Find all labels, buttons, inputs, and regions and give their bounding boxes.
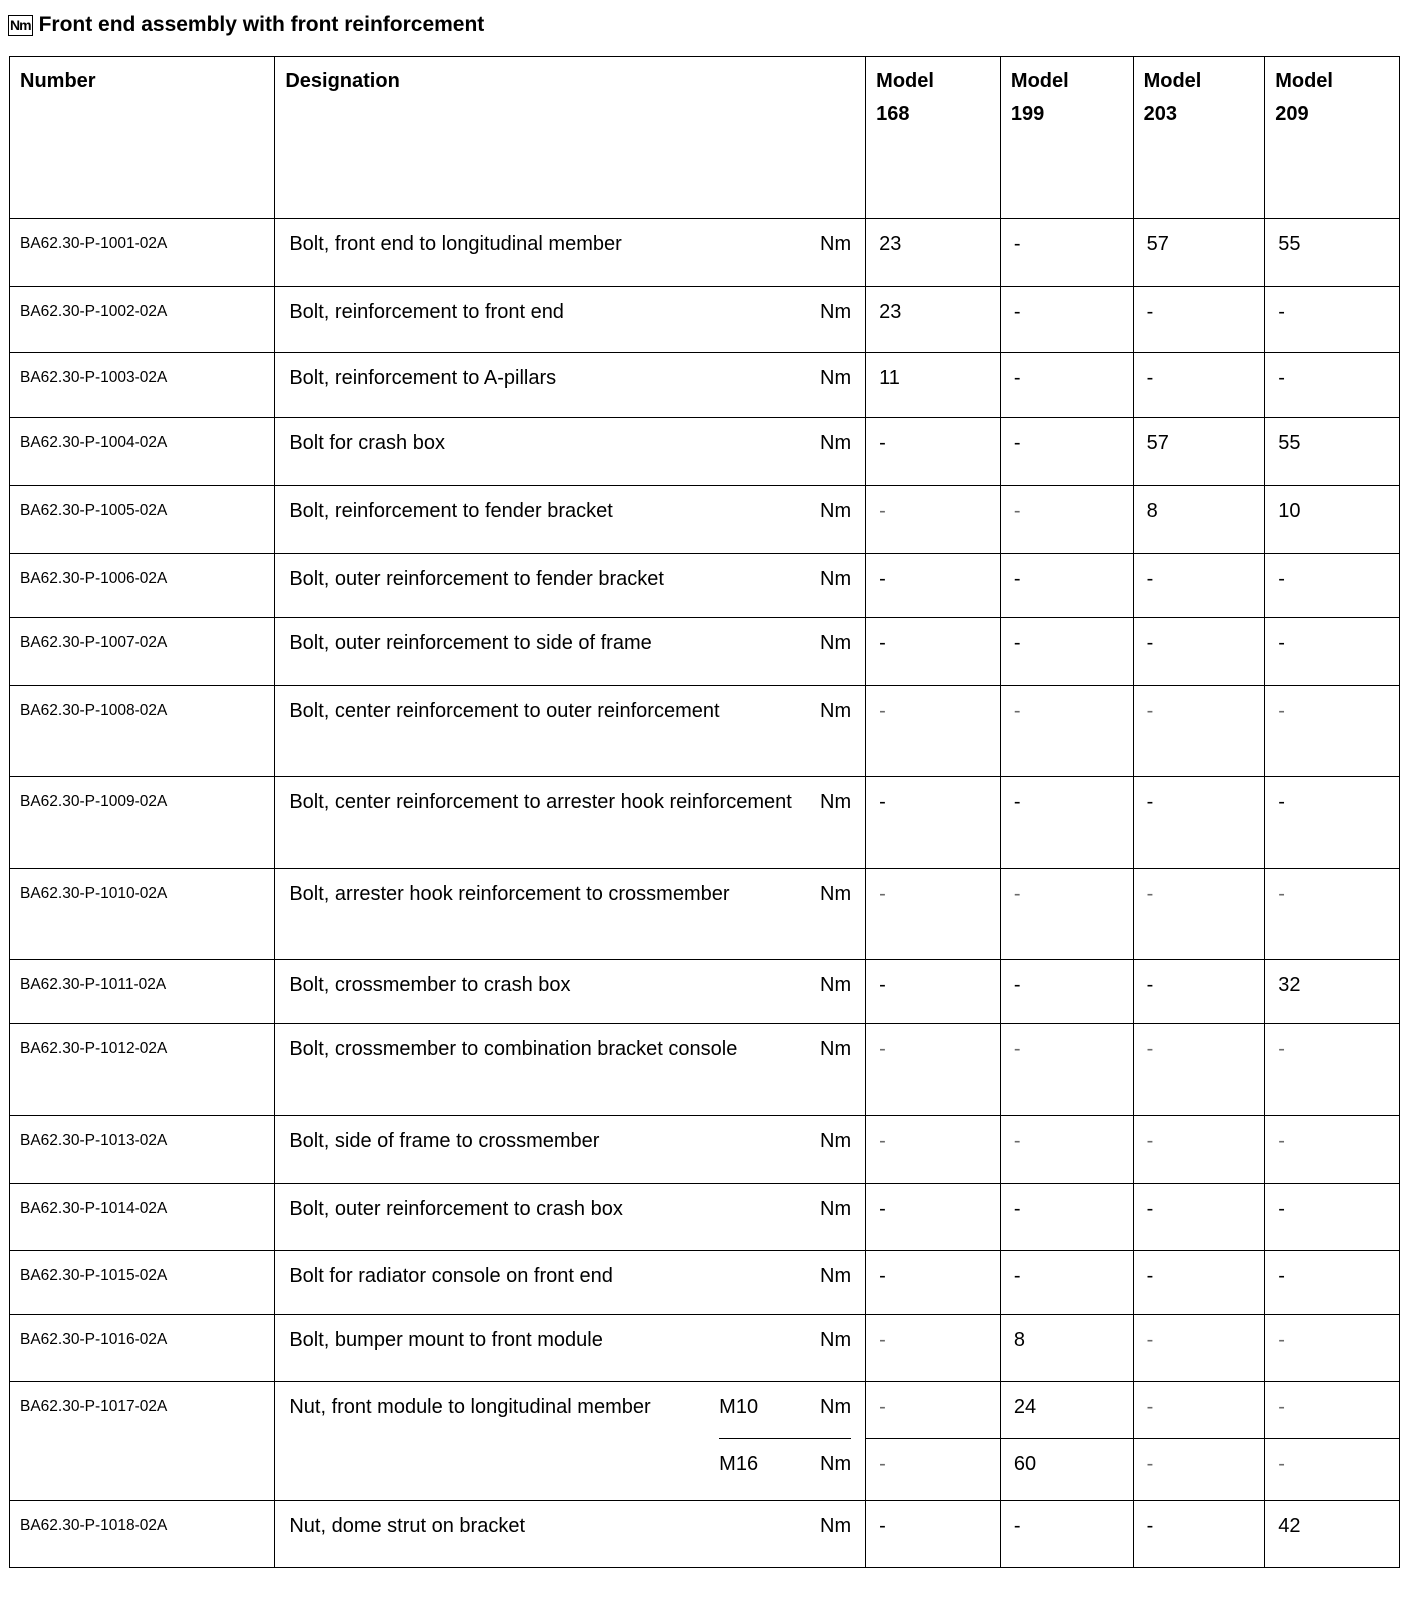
designation-text: Bolt, bumper mount to front module [289, 1329, 603, 1351]
number-text: BA62.30-P-1013-02A [20, 1132, 168, 1149]
model-value: - [879, 700, 886, 722]
cell-model-value [1265, 960, 1400, 1024]
cell-model-value [1133, 1251, 1265, 1315]
cell-model-value [866, 554, 1001, 618]
designation-text: Bolt, crossmember to crash box [289, 974, 571, 996]
cell-model-value [1133, 1501, 1265, 1568]
cell-designation [275, 1184, 866, 1251]
cell-designation [275, 486, 866, 554]
cell-number [10, 1382, 275, 1501]
cell-model-value [866, 1251, 1001, 1315]
number-text: BA62.30-P-1002-02A [20, 303, 168, 320]
model-value: - [879, 1329, 886, 1351]
designation-text: Bolt, reinforcement to fender bracket [289, 500, 613, 522]
number-text: BA62.30-P-1012-02A [20, 1040, 168, 1057]
table-row [10, 618, 1400, 686]
unit-label: Nm [820, 432, 852, 454]
designation-text: Bolt, arrester hook reinforcement to crossmember [289, 883, 730, 905]
number-text: BA62.30-P-1007-02A [20, 634, 168, 651]
section-title [8, 12, 484, 38]
table-row [10, 418, 1400, 486]
torque-nm-icon: Nm [8, 15, 33, 36]
header-designation: Designation [275, 57, 866, 219]
unit-label: Nm [820, 974, 852, 996]
cell-model-value [1265, 554, 1400, 618]
model-value: - [879, 791, 886, 813]
model-value: - [879, 883, 886, 905]
number-text: BA62.30-P-1009-02A [20, 793, 168, 810]
number-text: BA62.30-P-1001-02A [20, 235, 168, 252]
cell-model-value [1000, 1315, 1133, 1382]
unit-label: Nm [820, 500, 852, 522]
cell-number [10, 353, 275, 418]
model-value: 8 [1146, 500, 1158, 522]
cell-model-value [1000, 287, 1133, 353]
cell-model-value [1000, 554, 1133, 618]
cell-number [10, 1024, 275, 1116]
cell-number [10, 960, 275, 1024]
model-value: - [1146, 883, 1154, 905]
model-value: 8 [1013, 1329, 1026, 1351]
cell-designation [275, 1116, 866, 1184]
cell-number [10, 554, 275, 618]
model-value: - [879, 974, 886, 996]
cell-model-value [1000, 1382, 1133, 1501]
model-value: - [1278, 1329, 1285, 1351]
designation-text: Nut, dome strut on bracket [289, 1515, 526, 1537]
model-value: - [1146, 1198, 1154, 1220]
model-value: - [879, 1265, 886, 1287]
cell-model-value [1000, 869, 1133, 960]
model-value: - [1146, 974, 1154, 996]
cell-designation [275, 353, 866, 418]
cell-model-value [1265, 1024, 1400, 1116]
model-value: - [1278, 700, 1285, 722]
cell-designation [275, 219, 866, 287]
cell-model-value [1265, 1251, 1400, 1315]
cell-number [10, 869, 275, 960]
model-value: - [1013, 432, 1021, 454]
cell-model-value [866, 418, 1001, 486]
model-value: 23 [879, 233, 902, 255]
cell-designation [275, 686, 866, 777]
model-value: - [1278, 568, 1285, 590]
table-header-row [10, 57, 1400, 219]
model-value: - [879, 1130, 886, 1152]
table-row [10, 1116, 1400, 1184]
table-row [10, 960, 1400, 1024]
cell-model-value [1000, 777, 1133, 869]
cell-model-value [1133, 960, 1265, 1024]
cell-model-value [1000, 353, 1133, 418]
number-text: BA62.30-P-1005-02A [20, 502, 168, 519]
designation-text: Bolt for radiator console on front end [289, 1265, 613, 1287]
model-value: - [879, 1038, 886, 1060]
designation-text: Bolt, outer reinforcement to crash box [289, 1198, 623, 1220]
model-value: - [1278, 1265, 1285, 1287]
cell-model-value [1133, 686, 1265, 777]
number-text: BA62.30-P-1017-02A [20, 1398, 168, 1415]
model-value: - [1013, 632, 1021, 654]
model-value: - [1278, 1038, 1285, 1060]
table-row [10, 353, 1400, 418]
cell-model-value [866, 219, 1001, 287]
designation-text: Nut, front module to longitudinal member [289, 1396, 651, 1418]
model-value: - [1013, 883, 1021, 905]
model-value: - [1278, 791, 1285, 813]
cell-model-value [866, 1315, 1001, 1382]
model-value: - [879, 432, 886, 454]
table-row [10, 1251, 1400, 1315]
model-value: 55 [1278, 233, 1301, 255]
cell-model-value [1000, 1501, 1133, 1568]
designation-text: Bolt for crash box [289, 432, 445, 454]
cell-model-value [1265, 486, 1400, 554]
number-text: BA62.30-P-1006-02A [20, 570, 168, 587]
table-row [10, 777, 1400, 869]
cell-model-value [1265, 353, 1400, 418]
cell-model-value [866, 287, 1001, 353]
cell-model-value [1133, 1116, 1265, 1184]
unit-label: Nm [820, 1265, 852, 1287]
model-value: - [879, 1396, 886, 1418]
cell-model-value [1000, 1251, 1133, 1315]
cell-model-value [1265, 1382, 1400, 1501]
cell-designation [275, 418, 866, 486]
model-value: 57 [1146, 233, 1169, 255]
unit-label: Nm [820, 301, 852, 323]
cell-designation [275, 1024, 866, 1116]
designation-text: Bolt, center reinforcement to outer reinforcement [289, 700, 720, 722]
cell-model-value [1265, 219, 1400, 287]
table-row [10, 554, 1400, 618]
table-row [10, 486, 1400, 554]
model-value: - [1146, 632, 1154, 654]
cell-number [10, 287, 275, 353]
model-value: 60 [1001, 1438, 1133, 1494]
unit-label: Nm [820, 568, 852, 590]
model-value: - [1278, 632, 1285, 654]
cell-number [10, 1315, 275, 1382]
cell-designation [275, 1501, 866, 1568]
number-text: BA62.30-P-1011-02A [20, 976, 167, 993]
designation-text: Bolt, reinforcement to front end [289, 301, 564, 323]
designation-text: Bolt, crossmember to combination bracket console [289, 1038, 738, 1060]
designation-text: Bolt, front end to longitudinal member [289, 233, 622, 255]
cell-number [10, 618, 275, 686]
cell-model-value [1000, 418, 1133, 486]
cell-model-value [1000, 1024, 1133, 1116]
model-value: 23 [879, 301, 902, 323]
model-value: - [1146, 791, 1154, 813]
cell-model-value [1133, 554, 1265, 618]
cell-model-value [1133, 869, 1265, 960]
model-value: 10 [1278, 500, 1301, 522]
model-value: - [1013, 233, 1021, 255]
unit-label: Nm [820, 632, 852, 654]
unit-label: Nm [820, 1515, 852, 1537]
model-value: - [1146, 1038, 1154, 1060]
cell-model-value [1265, 1184, 1400, 1251]
model-value: - [1013, 301, 1021, 323]
size-variant [719, 1438, 851, 1494]
cell-model-value [1133, 219, 1265, 287]
model-value: - [1146, 1515, 1154, 1537]
model-value: - [1146, 700, 1154, 722]
cell-model-value [1000, 219, 1133, 287]
unit-label: Nm [820, 791, 852, 813]
model-value: - [1278, 883, 1285, 905]
cell-designation [275, 1251, 866, 1315]
model-value: - [1013, 791, 1021, 813]
model-value: - [1013, 1038, 1021, 1060]
cell-model-value [866, 618, 1001, 686]
cell-designation [275, 618, 866, 686]
cell-model-value [1000, 618, 1133, 686]
cell-model-value [866, 1024, 1001, 1116]
table-row [10, 287, 1400, 353]
cell-model-value [1265, 1315, 1400, 1382]
cell-model-value [1000, 1116, 1133, 1184]
cell-model-value [1265, 869, 1400, 960]
cell-model-value [1000, 1184, 1133, 1251]
size-label: M10 [719, 1396, 759, 1418]
model-value: - [1146, 568, 1154, 590]
designation-text: Bolt, outer reinforcement to side of frame [289, 632, 652, 654]
unit-label: Nm [820, 367, 852, 389]
cell-model-value [1133, 1024, 1265, 1116]
designation-text: Bolt, outer reinforcement to fender bracket [289, 568, 664, 590]
cell-model-value [1133, 618, 1265, 686]
header-model-199: Model 199 [1000, 57, 1133, 219]
model-value: - [1146, 301, 1154, 323]
cell-model-value [1265, 1116, 1400, 1184]
model-value: - [879, 1198, 886, 1220]
cell-model-value [866, 960, 1001, 1024]
cell-model-value [1133, 1184, 1265, 1251]
unit-label: Nm [820, 1453, 852, 1475]
number-text: BA62.30-P-1018-02A [20, 1517, 168, 1534]
designation-text: Bolt, reinforcement to A-pillars [289, 367, 557, 389]
model-value: - [1013, 1198, 1021, 1220]
cell-number [10, 219, 275, 287]
cell-model-value [1265, 777, 1400, 869]
cell-number [10, 1501, 275, 1568]
cell-model-value [866, 1501, 1001, 1568]
size-label: M16 [719, 1453, 759, 1475]
model-value: - [1278, 301, 1285, 323]
cell-designation [275, 554, 866, 618]
cell-designation [275, 869, 866, 960]
model-value: - [1146, 1130, 1154, 1152]
section-title-text: Front end assembly with front reinforcement [38, 13, 485, 36]
cell-model-value [866, 1184, 1001, 1251]
unit-label: Nm [820, 700, 852, 722]
table-row [10, 1382, 1400, 1501]
cell-model-value [1133, 1382, 1265, 1501]
model-value: 55 [1278, 432, 1301, 454]
cell-model-value [1265, 686, 1400, 777]
unit-label: Nm [820, 1038, 852, 1060]
cell-model-value [866, 1116, 1001, 1184]
cell-number [10, 1251, 275, 1315]
cell-designation [275, 287, 866, 353]
model-value: - [1013, 974, 1021, 996]
model-value: - [1013, 367, 1021, 389]
header-model-203: Model 203 [1133, 57, 1265, 219]
cell-model-value [1000, 960, 1133, 1024]
table-row [10, 1024, 1400, 1116]
model-value: - [1146, 367, 1154, 389]
model-value: - [1013, 500, 1021, 522]
cell-model-value [1265, 287, 1400, 353]
unit-label: Nm [820, 1396, 852, 1418]
unit-label: Nm [820, 1130, 852, 1152]
torque-table [9, 56, 1400, 1568]
number-text: BA62.30-P-1004-02A [20, 434, 168, 451]
model-value: - [1134, 1438, 1265, 1494]
model-value: - [879, 500, 886, 522]
number-text: BA62.30-P-1016-02A [20, 1331, 168, 1348]
header-number: Number [10, 57, 275, 219]
header-model-168: Model 168 [866, 57, 1001, 219]
cell-model-value [866, 353, 1001, 418]
model-value: 11 [879, 367, 900, 389]
model-value: - [1146, 1265, 1154, 1287]
model-value: - [1013, 700, 1021, 722]
cell-number [10, 686, 275, 777]
model-value: - [1278, 367, 1285, 389]
cell-model-value [1133, 777, 1265, 869]
table-row [10, 219, 1400, 287]
number-text: BA62.30-P-1008-02A [20, 702, 168, 719]
cell-number [10, 1184, 275, 1251]
unit-label: Nm [820, 1329, 852, 1351]
number-text: BA62.30-P-1014-02A [20, 1200, 168, 1217]
model-value: - [1013, 1265, 1021, 1287]
number-text: BA62.30-P-1010-02A [20, 885, 168, 902]
cell-model-value [1265, 1501, 1400, 1568]
cell-number [10, 777, 275, 869]
cell-designation [275, 1382, 866, 1501]
unit-label: Nm [820, 883, 852, 905]
model-value: - [1278, 1130, 1285, 1152]
model-value: - [1013, 1130, 1021, 1152]
model-value: - [1146, 1396, 1154, 1418]
model-value: - [1278, 1396, 1285, 1418]
table-body [10, 219, 1400, 1568]
size-variant [719, 1382, 851, 1438]
cell-model-value [1133, 418, 1265, 486]
model-value: - [879, 1515, 886, 1537]
model-value: - [1265, 1438, 1399, 1494]
model-value: 24 [1013, 1396, 1037, 1418]
cell-model-value [1133, 287, 1265, 353]
table-row [10, 1315, 1400, 1382]
cell-model-value [1265, 418, 1400, 486]
cell-model-value [1133, 486, 1265, 554]
cell-model-value [1133, 353, 1265, 418]
cell-number [10, 486, 275, 554]
model-value: 42 [1278, 1515, 1301, 1537]
model-value: - [1146, 1329, 1154, 1351]
model-value: - [1013, 568, 1021, 590]
cell-designation [275, 1315, 866, 1382]
table-row [10, 869, 1400, 960]
model-value: - [879, 632, 886, 654]
unit-label: Nm [820, 233, 852, 255]
cell-model-value [866, 777, 1001, 869]
cell-model-value [1265, 618, 1400, 686]
designation-text: Bolt, side of frame to crossmember [289, 1130, 600, 1152]
model-value: 57 [1146, 432, 1169, 454]
designation-text: Bolt, center reinforcement to arrester hook reinforcement [289, 791, 792, 813]
cell-model-value [1000, 486, 1133, 554]
model-value: - [1013, 1515, 1021, 1537]
header-model-209: Model 209 [1265, 57, 1400, 219]
cell-number [10, 1116, 275, 1184]
cell-model-value [866, 486, 1001, 554]
number-text: BA62.30-P-1015-02A [20, 1267, 168, 1284]
model-value: - [1278, 1198, 1285, 1220]
table-row [10, 1184, 1400, 1251]
cell-model-value [866, 686, 1001, 777]
model-value: 32 [1278, 974, 1301, 996]
cell-number [10, 418, 275, 486]
cell-model-value [1000, 686, 1133, 777]
model-value: - [879, 568, 886, 590]
cell-model-value [866, 1382, 1001, 1501]
table-row [10, 686, 1400, 777]
number-text: BA62.30-P-1003-02A [20, 369, 168, 386]
cell-designation [275, 777, 866, 869]
unit-label: Nm [820, 1198, 852, 1220]
table-row [10, 1501, 1400, 1568]
cell-designation [275, 960, 866, 1024]
cell-model-value [1133, 1315, 1265, 1382]
model-value: - [866, 1438, 1000, 1494]
cell-model-value [866, 869, 1001, 960]
